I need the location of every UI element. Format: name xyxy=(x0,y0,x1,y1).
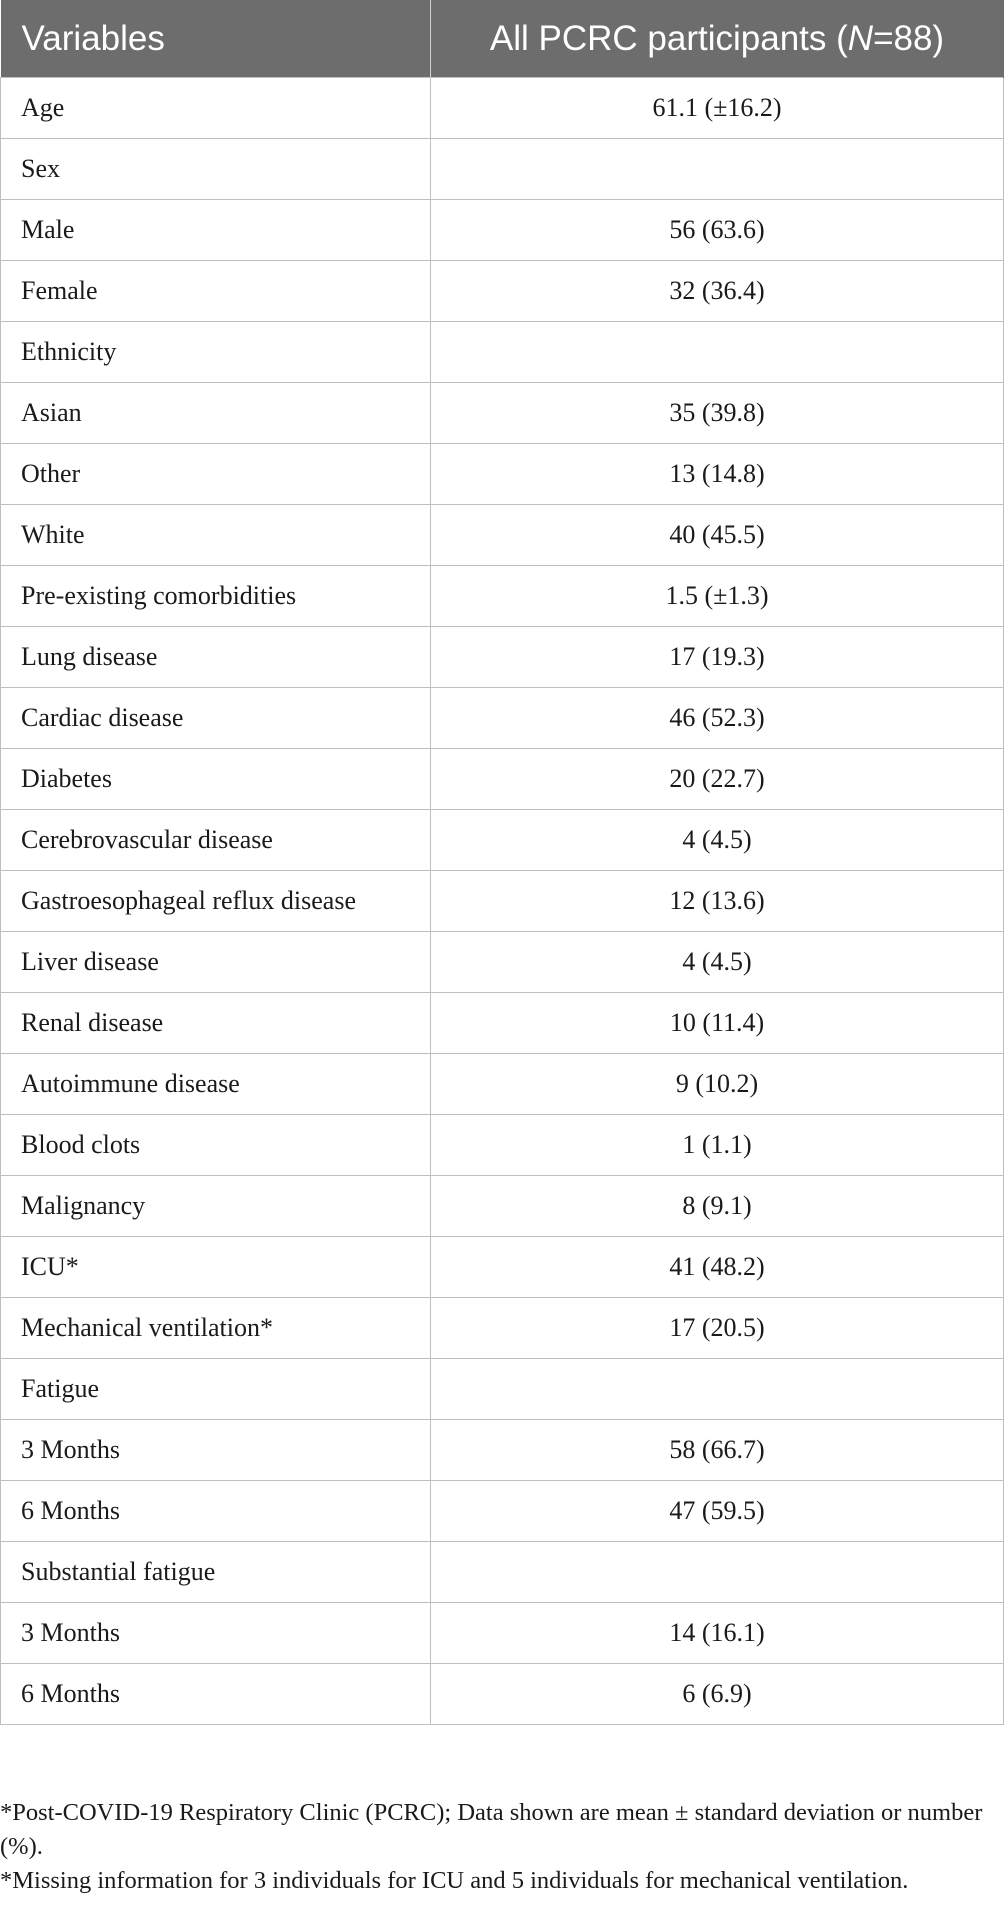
table-row xyxy=(1,139,1004,200)
value-cell: 56 (63.6) xyxy=(431,200,1004,261)
table-footnotes xyxy=(0,1796,1003,1898)
value-cell: 47 (59.5) xyxy=(431,1481,1004,1542)
table-row xyxy=(1,810,1004,871)
header-row xyxy=(1,0,1004,78)
value-cell: 61.1 (±16.2) xyxy=(431,78,1004,139)
table-row xyxy=(1,1664,1004,1725)
table-row xyxy=(1,261,1004,322)
value-cell xyxy=(431,139,1004,200)
table-row xyxy=(1,1542,1004,1603)
table-row xyxy=(1,749,1004,810)
variable-cell: Cerebrovascular disease xyxy=(1,810,431,871)
variable-cell: Sex xyxy=(1,139,431,200)
table-row xyxy=(1,932,1004,993)
variable-cell: Female xyxy=(1,261,431,322)
value-cell: 10 (11.4) xyxy=(431,993,1004,1054)
variable-cell: Renal disease xyxy=(1,993,431,1054)
variable-cell: ICU* xyxy=(1,1237,431,1298)
value-cell: 9 (10.2) xyxy=(431,1054,1004,1115)
table-row xyxy=(1,1481,1004,1542)
value-cell: 58 (66.7) xyxy=(431,1420,1004,1481)
value-cell xyxy=(431,322,1004,383)
footnote-1: *Post-COVID-19 Respiratory Clinic (PCRC); Data shown are mean ± standard deviation or number (%). xyxy=(0,1799,983,1860)
table-row xyxy=(1,993,1004,1054)
table-body xyxy=(1,78,1004,1725)
variable-cell: Other xyxy=(1,444,431,505)
variable-cell: 6 Months xyxy=(1,1664,431,1725)
variable-cell: Pre-existing comorbidities xyxy=(1,566,431,627)
value-cell xyxy=(431,1542,1004,1603)
table-row xyxy=(1,505,1004,566)
variable-cell: Asian xyxy=(1,383,431,444)
value-cell: 17 (19.3) xyxy=(431,627,1004,688)
header-participants-prefix: All PCRC participants ( xyxy=(489,18,848,58)
value-cell: 8 (9.1) xyxy=(431,1176,1004,1237)
table-row xyxy=(1,383,1004,444)
variable-cell: Mechanical ventilation* xyxy=(1,1298,431,1359)
value-cell: 4 (4.5) xyxy=(431,932,1004,993)
variable-cell: Autoimmune disease xyxy=(1,1054,431,1115)
variable-cell: Male xyxy=(1,200,431,261)
table-header xyxy=(1,0,1004,78)
header-participants-suffix: =88) xyxy=(873,18,945,58)
value-cell: 20 (22.7) xyxy=(431,749,1004,810)
value-cell: 6 (6.9) xyxy=(431,1664,1004,1725)
value-cell: 12 (13.6) xyxy=(431,871,1004,932)
value-cell: 41 (48.2) xyxy=(431,1237,1004,1298)
variable-cell: Cardiac disease xyxy=(1,688,431,749)
value-cell: 35 (39.8) xyxy=(431,383,1004,444)
table-row xyxy=(1,1176,1004,1237)
header-participants xyxy=(431,0,1004,78)
variable-cell: Age xyxy=(1,78,431,139)
variable-cell: White xyxy=(1,505,431,566)
variable-cell: Fatigue xyxy=(1,1359,431,1420)
value-cell: 32 (36.4) xyxy=(431,261,1004,322)
table-row xyxy=(1,1420,1004,1481)
variable-cell: Ethnicity xyxy=(1,322,431,383)
table-row xyxy=(1,1054,1004,1115)
table-row xyxy=(1,688,1004,749)
table-row xyxy=(1,871,1004,932)
table-row xyxy=(1,1359,1004,1420)
table-row xyxy=(1,566,1004,627)
header-participants-n: N xyxy=(847,18,874,58)
variable-cell: 3 Months xyxy=(1,1603,431,1664)
table-row xyxy=(1,78,1004,139)
value-cell: 14 (16.1) xyxy=(431,1603,1004,1664)
table-row xyxy=(1,1237,1004,1298)
value-cell: 17 (20.5) xyxy=(431,1298,1004,1359)
table-row xyxy=(1,627,1004,688)
value-cell: 1.5 (±1.3) xyxy=(431,566,1004,627)
header-variables: Variables xyxy=(1,0,431,78)
table-row xyxy=(1,322,1004,383)
variable-cell: Blood clots xyxy=(1,1115,431,1176)
variable-cell: 6 Months xyxy=(1,1481,431,1542)
value-cell: 4 (4.5) xyxy=(431,810,1004,871)
variable-cell: Gastroesophageal reflux disease xyxy=(1,871,431,932)
value-cell: 1 (1.1) xyxy=(431,1115,1004,1176)
variable-cell: Lung disease xyxy=(1,627,431,688)
variable-cell: Substantial fatigue xyxy=(1,1542,431,1603)
table-row xyxy=(1,444,1004,505)
variable-cell: Diabetes xyxy=(1,749,431,810)
table-row xyxy=(1,1298,1004,1359)
variable-cell: Liver disease xyxy=(1,932,431,993)
footnote-2: *Missing information for 3 individuals for ICU and 5 individuals for mechanical ventilation. xyxy=(0,1867,909,1894)
table-row xyxy=(1,1115,1004,1176)
table-row xyxy=(1,200,1004,261)
table-row xyxy=(1,1603,1004,1664)
value-cell: 40 (45.5) xyxy=(431,505,1004,566)
value-cell: 46 (52.3) xyxy=(431,688,1004,749)
value-cell xyxy=(431,1359,1004,1420)
variable-cell: Malignancy xyxy=(1,1176,431,1237)
variable-cell: 3 Months xyxy=(1,1420,431,1481)
value-cell: 13 (14.8) xyxy=(431,444,1004,505)
